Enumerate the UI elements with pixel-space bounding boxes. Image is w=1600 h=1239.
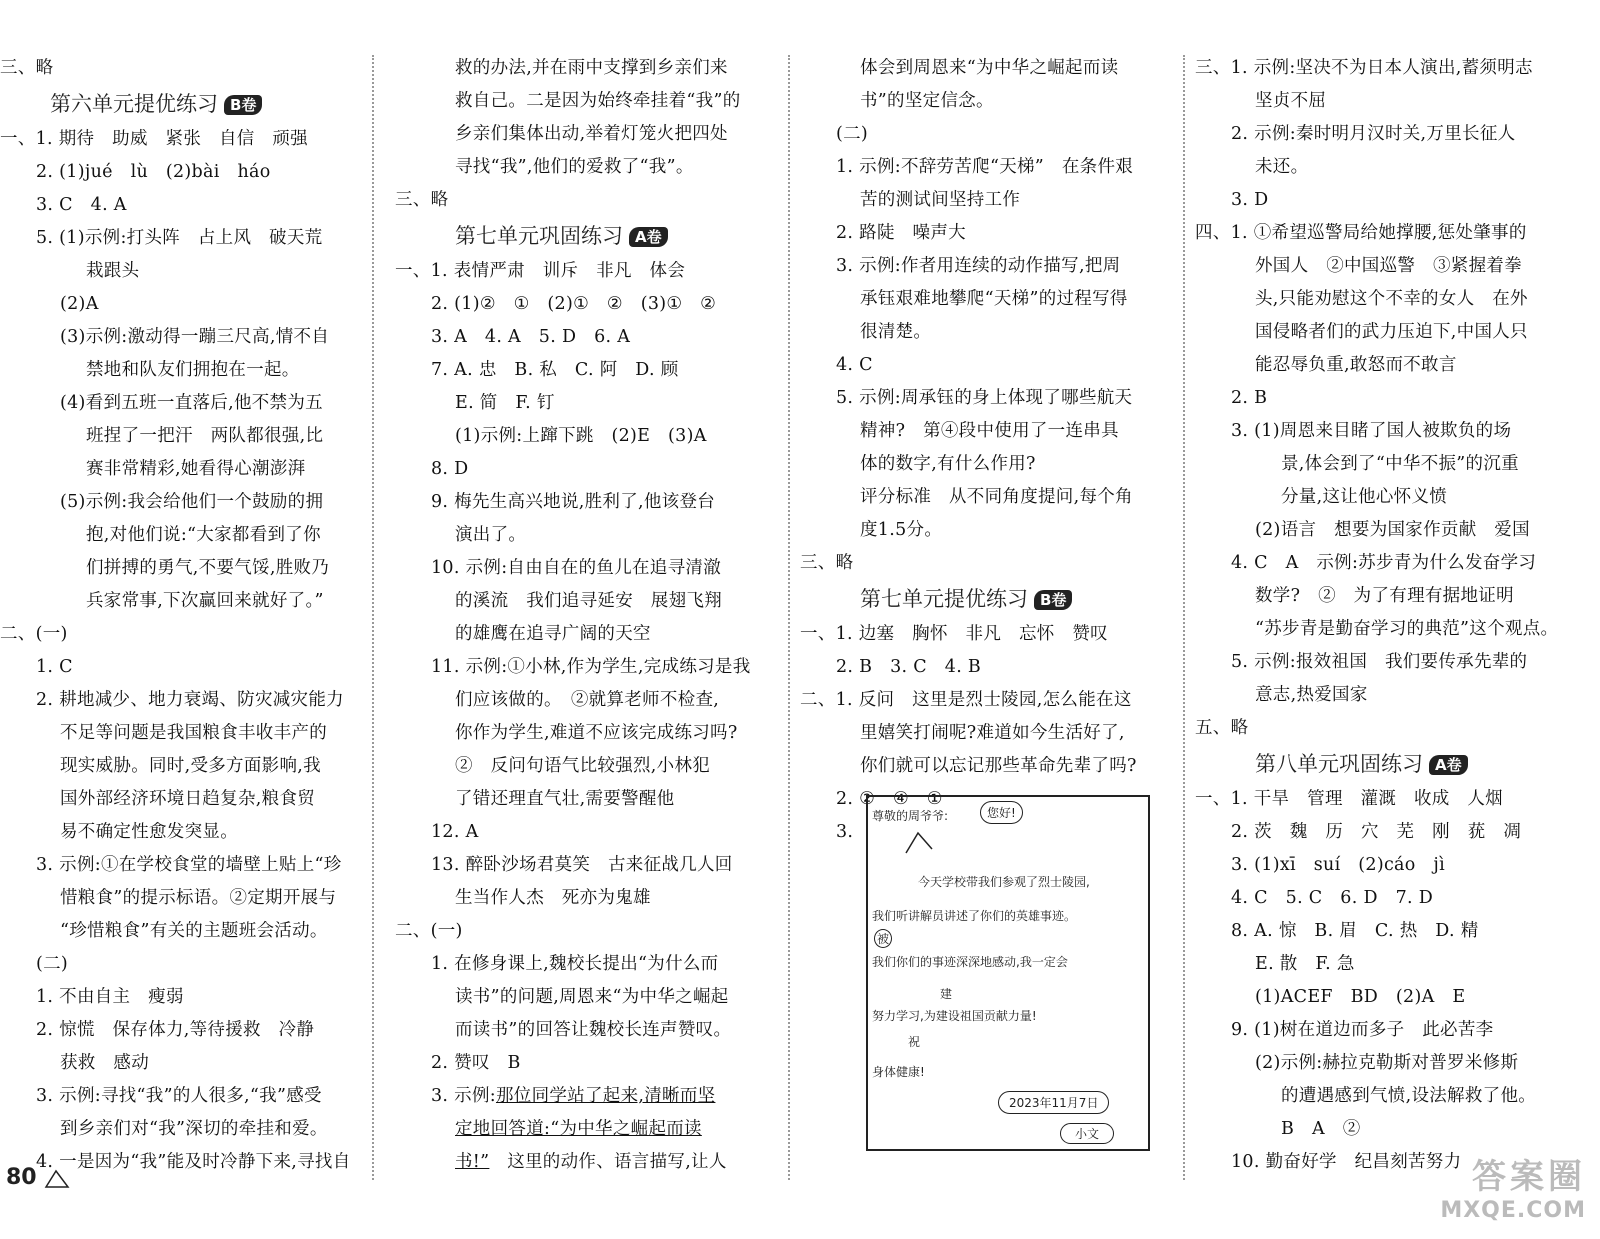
letter-date: 2023年11月7日 <box>998 1091 1109 1114</box>
text-line: 一、1. 表情严肃 训斥 非凡 体会 <box>395 261 686 281</box>
text-line: 惜粮食”的提示标语。②定期开展与 <box>60 888 337 908</box>
text-line: 禁地和队友们拥抱在一起。 <box>86 360 300 380</box>
text-line: 很清楚。 <box>860 322 932 342</box>
text-line: 1. 示例:不辞劳苦爬“天梯” 在条件艰 <box>836 157 1134 177</box>
text-line: E. 散 F. 急 <box>1255 954 1355 974</box>
text-line: 2. (1)② ① (2)① ② (3)① ② <box>431 294 717 314</box>
text-line: 里嬉笑打闹呢?难道如今生活好了, <box>860 723 1125 743</box>
text-line: 不足等问题是我国粮食丰收丰产的 <box>60 723 327 743</box>
text-line: 2. (1)jué lù (2)bài háo <box>36 162 271 182</box>
text-line: E. 简 F. 钉 <box>455 393 555 413</box>
text-line: 2. B 3. C 4. B <box>836 657 982 677</box>
section-title: 第七单元巩固练习 <box>455 224 623 248</box>
text-line: 2. 惊慌 保存体力,等待援救 冷静 <box>36 1020 315 1040</box>
text-line: 7. A. 忠 B. 私 C. 阿 D. 顾 <box>431 360 679 380</box>
text-line: 5. (1)示例:打头阵 占上风 破天荒 <box>36 228 323 248</box>
text-line: 读书”的问题,周恩来“为中华之崛起 <box>455 987 729 1007</box>
text-line: 头,只能劝慰这个不幸的女人 在外 <box>1255 289 1528 309</box>
watermark-logo-text: 答案圈 <box>1472 1157 1586 1197</box>
text-line: 二、(一) <box>395 921 463 941</box>
text-line: 国侵略者们的武力压迫下,中国人只 <box>1255 322 1528 342</box>
letter-answer-box <box>866 795 1150 1151</box>
underlined-text: 书!” <box>455 1152 490 1172</box>
text-line: ② 反问句语气比较强烈,小林犯 <box>455 756 711 776</box>
text-line: 数学? ② 为了有理有据地证明 <box>1255 586 1514 606</box>
text-line: 承钰艰难地攀爬“天梯”的过程写得 <box>860 289 1128 309</box>
text-line: 而读书”的回答让魏校长连声赞叹。 <box>455 1020 732 1040</box>
text-line: 三、略 <box>800 553 854 573</box>
text-line: 2. 耕地减少、地力衰竭、防灾减灾能力 <box>36 690 344 710</box>
section-badge: A卷 <box>629 227 668 247</box>
text-line: 精神? 第④段中使用了一连串具 <box>860 421 1119 441</box>
text-line: (1)示例:上蹿下跳 (2)E (3)A <box>455 426 707 446</box>
text-line <box>395 1113 780 1146</box>
text-line: 赛非常精彩,她看得心潮澎湃 <box>86 459 306 479</box>
text-line: 3. (1)周恩来目睹了国人被欺负的场 <box>1231 421 1512 441</box>
text-line: 外国人 ②中国巡警 ③紧握着拳 <box>1255 256 1522 276</box>
text-line: 3. 示例:作者用连续的动作描写,把周 <box>836 256 1121 276</box>
text-line: 4. C A 示例:苏步青为什么发奋学习 <box>1231 553 1537 573</box>
section-heading <box>800 580 1180 618</box>
text-line: 救自己。二是因为始终牵挂着“我”的 <box>455 91 741 111</box>
letter-line: 我们听讲解员讲述了你们的英雄事迹。 <box>872 909 1077 923</box>
page-corner-icon <box>44 1167 70 1189</box>
text-line: (3)示例:激动得一蹦三尺高,情不自 <box>60 327 330 347</box>
text-line: 景,体会到了“中华不振”的沉重 <box>1281 454 1519 474</box>
text-line: 坚贞不屈 <box>1255 91 1327 111</box>
text-line: 们应该做的。 ②就算老师不检查, <box>455 690 720 710</box>
text-line: 3. 示例:寻找“我”的人很多,“我”感受 <box>36 1086 322 1106</box>
letter-closing: 祝 <box>908 1035 921 1049</box>
column-divider <box>372 55 374 1180</box>
text-line: 5. 示例:周承钰的身上体现了哪些航天 <box>836 388 1133 408</box>
text-line: 1. C <box>36 657 73 677</box>
letter-closing: 身体健康! <box>872 1065 925 1079</box>
letter-greeting: 尊敬的周爷爷: <box>872 809 949 823</box>
text-line: 意志,热爱国家 <box>1255 685 1368 705</box>
insertion-mark-icon <box>904 829 934 855</box>
text-line: 的溪流 我们追寻延安 展翅飞翔 <box>455 591 722 611</box>
text-line: 4. C 5. C 6. D 7. D <box>1231 888 1434 908</box>
text-line: 五、略 <box>1195 718 1249 738</box>
text-line: “苏步青是勤奋学习的典范”这个观点。 <box>1255 619 1559 639</box>
watermark <box>1440 1149 1586 1223</box>
section-badge: A卷 <box>1429 755 1468 775</box>
text-line: 三、略 <box>395 190 449 210</box>
text-line: 2. 示例:秦时明月汉时关,万里长征人 <box>1231 124 1516 144</box>
text-line: 三、略 <box>0 58 54 78</box>
text-line: 抱,对他们说:“大家都看到了你 <box>86 525 321 545</box>
text-line: 苦的测试间坚持工作 <box>860 190 1021 210</box>
text-line: 3. D <box>1231 190 1269 210</box>
section-title: 第六单元提优练习 <box>50 92 218 116</box>
text-line: 书”的坚定信念。 <box>860 91 994 111</box>
text-line: 8. A. 惊 B. 眉 C. 热 D. 精 <box>1231 921 1479 941</box>
text-line: 国外部经济环境日趋复杂,粮食贸 <box>60 789 316 809</box>
text-line: 兵家常事,下次赢回来就好了。” <box>86 591 324 611</box>
text-line: (2)语言 想要为国家作贡献 爱国 <box>1255 520 1530 540</box>
text-line: 3. (1)xī suí (2)cáo jì <box>1231 855 1446 875</box>
text-line: 3. 示例:①在学校食堂的墙壁上贴上“珍 <box>36 855 342 875</box>
text-line: 分量,这让他心怀义愤 <box>1281 487 1448 507</box>
section-title: 第八单元巩固练习 <box>1255 752 1423 776</box>
text-line: 四、1. ①希望巡警局给她撑腰,惩处肇事的 <box>1195 223 1527 243</box>
letter-correction-mark: 建 <box>940 987 953 1001</box>
column-divider <box>788 55 790 1180</box>
text-line: 到乡亲们对“我”深切的牵挂和爱。 <box>60 1119 328 1139</box>
text-line: 度1.5分。 <box>860 520 943 540</box>
text-line: 10. 示例:自由自在的鱼儿在追寻清澈 <box>431 558 721 578</box>
text-line: 易不确定性愈发突显。 <box>60 822 238 842</box>
text-line: (5)示例:我会给他们一个鼓励的拥 <box>60 492 324 512</box>
answer-column-2 <box>395 52 780 1179</box>
letter-correction-mark: 被 <box>874 929 892 948</box>
page-number <box>6 1165 70 1190</box>
text-line <box>395 1146 780 1179</box>
text-line: 1. 在修身课上,魏校长提出“为什么而 <box>431 954 719 974</box>
text-line: 未还。 <box>1255 157 1309 177</box>
watermark-url: MXQE.COM <box>1440 1198 1586 1223</box>
text-line: 救的办法,并在雨中支撑到乡亲们来 <box>455 58 728 78</box>
text-line: 获救 感动 <box>60 1053 149 1073</box>
text-line: B A ② <box>1281 1119 1361 1139</box>
letter-correction-mark: 您好! <box>980 801 1023 824</box>
text-line: (2)A <box>60 294 99 314</box>
text-line: 一、1. 边塞 胸怀 非凡 忘怀 赞叹 <box>800 624 1108 644</box>
letter-line: 我们你们的事迹深深地感动,我一定会 <box>872 955 1068 969</box>
underlined-text: 定地回答道:“为中华之崛起而读 <box>455 1119 702 1139</box>
text-line: 二、1. 反问 这里是烈士陵园,怎么能在这 <box>800 690 1132 710</box>
section-heading <box>395 217 780 255</box>
text-line: 3. <box>836 822 854 842</box>
text-line: 2. 赞叹 B <box>431 1053 521 1073</box>
section-title: 第七单元提优练习 <box>860 587 1028 611</box>
section-heading <box>1195 745 1600 783</box>
text-line: 了错还理直气壮,需要警醒他 <box>455 789 675 809</box>
text-line: 班捏了一把汗 两队都很强,比 <box>86 426 324 446</box>
text-span: 3. 示例: <box>431 1086 496 1106</box>
letter-line: 今天学校带我们参观了烈士陵园, <box>918 875 1090 889</box>
text-line: “珍惜粮食”有关的主题班会活动。 <box>60 921 328 941</box>
text-line: 体会到周恩来“为中华之崛起而读 <box>860 58 1119 78</box>
text-line: 体的数字,有什么作用? <box>860 454 1036 474</box>
text-line: 3. C 4. A <box>36 195 127 215</box>
underlined-text: 那位同学站了起来,清晰而坚 <box>495 1086 716 1106</box>
text-line: 演出了。 <box>455 525 527 545</box>
text-line: 9. 梅先生高兴地说,胜利了,他该登台 <box>431 492 716 512</box>
text-line: 1. 不由自主 瘦弱 <box>36 987 184 1007</box>
text-line: 9. (1)树在道边而多子 此必苦李 <box>1231 1020 1494 1040</box>
text-line: 三、1. 示例:坚决不为日本人演出,蓄须明志 <box>1195 58 1533 78</box>
text-line: 一、1. 期待 助威 紧张 自信 顽强 <box>0 129 308 149</box>
text-line: 生当作人杰 死亦为鬼雄 <box>455 888 651 908</box>
section-badge: B卷 <box>224 95 262 115</box>
text-line: 乡亲们集体出动,举着灯笼火把四处 <box>455 124 728 144</box>
text-line: 寻找“我”,他们的爱救了“我”。 <box>455 157 694 177</box>
text-line: (1)ACEF BD (2)A E <box>1255 987 1466 1007</box>
text-line: 4. C <box>836 355 873 375</box>
text-line: 你作为学生,难道不应该完成练习吗? <box>455 723 738 743</box>
text-line: 12. A <box>431 822 479 842</box>
text-line: 2. 茨 魏 历 穴 芜 刚 莸 凋 <box>1231 822 1522 842</box>
text-line: 们拼搏的勇气,不要气馁,胜败乃 <box>86 558 330 578</box>
text-line: 你们就可以忘记那些革命先辈了吗? <box>860 756 1137 776</box>
letter-signature: 小文 <box>1060 1123 1114 1144</box>
text-line: 2. ② ④ ① <box>836 789 943 809</box>
text-line: 现实威胁。同时,受多方面影响,我 <box>60 756 321 776</box>
text-line: 5. 示例:报效祖国 我们要传承先辈的 <box>1231 652 1528 672</box>
text-line: 二、(一) <box>0 624 68 644</box>
text-line: 评分标准 从不同角度提问,每个角 <box>860 487 1133 507</box>
text-line: 2. B <box>1231 388 1268 408</box>
text-line: 的遭遇感到气愤,设法解救了他。 <box>1281 1086 1537 1106</box>
text-span: 这里的动作、语言描写,让人 <box>489 1152 727 1172</box>
answer-column-3 <box>800 52 1180 849</box>
text-line: (二) <box>836 124 869 144</box>
text-line: 的雄鹰在追寻广阔的天空 <box>455 624 651 644</box>
text-line: 能忍辱负重,敢怒而不敢言 <box>1255 355 1457 375</box>
text-line: 2. 路陡 噪声大 <box>836 223 966 243</box>
text-line <box>395 1080 780 1113</box>
text-line: 4. 一是因为“我”能及时冷静下来,寻找自 <box>36 1152 351 1172</box>
text-line: 11. 示例:①小林,作为学生,完成练习是我 <box>431 657 751 677</box>
section-heading <box>0 85 365 123</box>
text-line: 一、1. 干旱 管理 灌溉 收成 人烟 <box>1195 789 1503 809</box>
page-number-text: 80 <box>6 1165 37 1190</box>
column-divider <box>1183 55 1185 1180</box>
text-line: 3. A 4. A 5. D 6. A <box>431 327 631 347</box>
letter-line: 努力学习,为建设祖国贡献力量! <box>872 1009 1037 1023</box>
text-line: (二) <box>36 954 69 974</box>
text-line: 13. 醉卧沙场君莫笑 古来征战几人回 <box>431 855 733 875</box>
text-line: 栽跟头 <box>86 261 140 281</box>
answer-column-4 <box>1195 52 1600 1179</box>
text-line: (4)看到五班一直落后,他不禁为五 <box>60 393 323 413</box>
text-line: 8. D <box>431 459 469 479</box>
text-line: (2)示例:赫拉克勒斯对普罗米修斯 <box>1255 1053 1519 1073</box>
text-line: 10. 勤奋好学 纪昌刻苦努力 <box>1231 1152 1462 1172</box>
answer-column-1 <box>0 52 365 1179</box>
section-badge: B卷 <box>1034 590 1072 610</box>
